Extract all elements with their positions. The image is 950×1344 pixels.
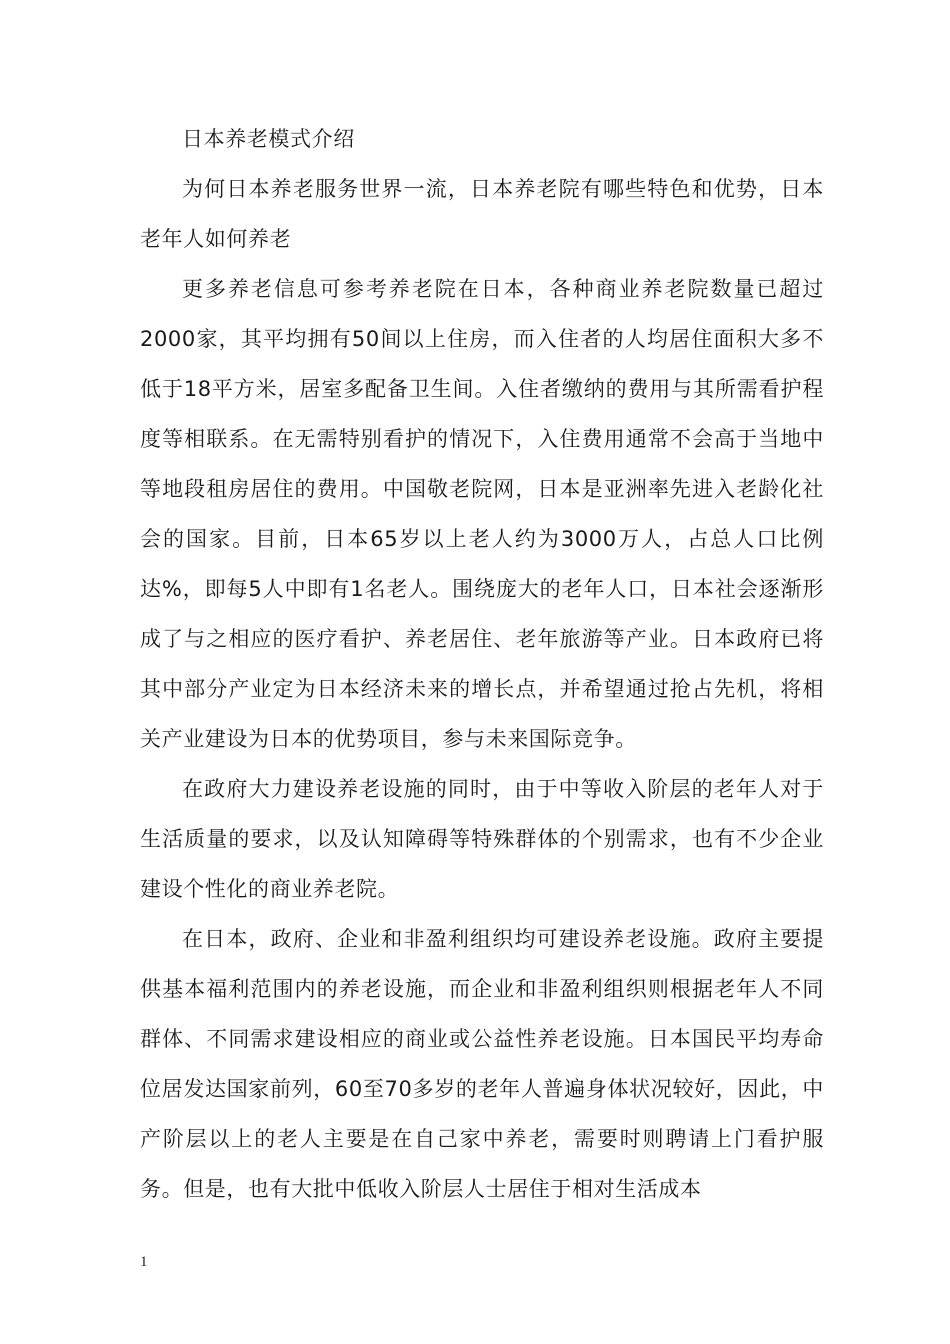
paragraph-3: 在日本，政府、企业和非盈利组织均可建设养老设施。政府主要提供基本福利范围内的养老设施，而企业和非盈利组织则根据老年人不同群体、不同需求建设相应的商业或公益性养老设施。日本国民平均寿命位居发达国家前列，60至70多岁的老年人普遍身体状况较好，因此，中产阶层以上的老人主要是在自己家中养老，需要时则聘请上门看护服务。但是，也有大批中低收入阶层人士居住于相对生活成本 — [140, 927, 824, 1201]
document-title: 日本养老模式介绍 — [182, 127, 355, 151]
document-body — [140, 114, 824, 1214]
paragraph-2: 在政府大力建设养老设施的同时，由于中等收入阶层的老年人对于生活质量的要求，以及认知障碍等特殊群体的个别需求，也有不少企业建设个性化的商业养老院。 — [140, 777, 824, 901]
document-subtitle: 为何日本养老服务世界一流，日本养老院有哪些特色和优势，日本老年人如何养老 — [140, 177, 824, 251]
paragraph-1: 更多养老信息可参考养老院在日本，各种商业养老院数量已超过2000家，其平均拥有50间以上住房，而入住者的人均居住面积大多不低于18平方米，居室多配备卫生间。入住者缴纳的费用与其所需看护程度等相联系。在无需特别看护的情况下，入住费用通常不会高于当地中等地段租房居住的费用。中国敬老院网，日本是亚洲率先进入老龄化社会的国家。目前，日本65岁以上老人约为3000万人，占总人口比例达%，即每5人中即有1名老人。围绕庞大的老年人口，日本社会逐渐形成了与之相应的医疗看护、养老居住、老年旅游等产业。日本政府已将其中部分产业定为日本经济未来的增长点，并希望通过抢占先机，将相关产业建设为日本的优势项目，参与未来国际竞争。 — [140, 277, 824, 751]
page-number: 1 — [140, 1254, 148, 1270]
